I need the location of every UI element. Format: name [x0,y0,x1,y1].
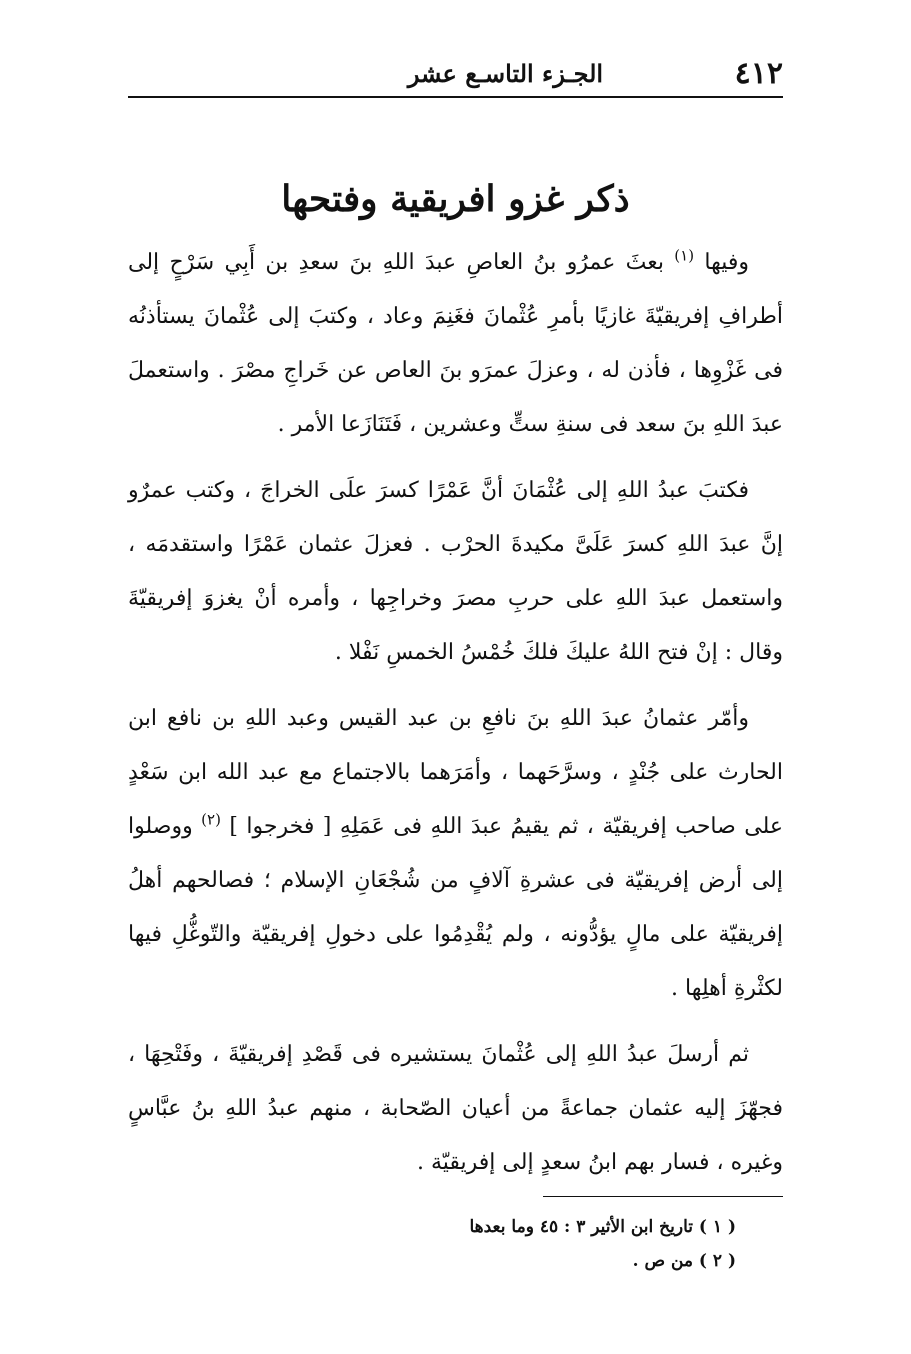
page-number: ٤١٢ [734,56,783,91]
paragraph-3-text: ووصلوا إلى أرض إفريقيّة فى عشرةِ آلافٍ من شُجْعَانِ الإسلام ؛ فصالحهم أهلُ إفريقيّة على مالٍ يؤدُّونه ، ولم يُقْدِمُوا على دخولِ إفريقيّة والتّوغُّلِ فيها لكثْرةِ أهلِها . [128,814,783,1001]
footnote-divider [543,1196,783,1197]
paragraph-3-lead: وأمّر عثمانُ عبدَ اللهِ بنَ نافعِ بن عبد القيس وعبد اللهِ بن نافع ابن الحارث على جُنْدٍ ، وسرَّحَهما ، وأمَرَهما بالاجتماع مع عبد الله ابن سَعْدٍ على صاحب إفريقيّة ، ثم يقيمُ عبدَ اللهِ فى عَمَلِهِ [ فخرجوا ] [128,706,784,839]
paragraph-4: ثم أرسلَ عبدُ اللهِ إلى عُثْمانَ يستشيره فى قَصْدِ إفريقيّةَ ، وفَتْحِهَا ، فجهّزَ إليه عثمان جماعةً من أعيان الصّحابة ، منهم عبدُ اللهِ بنُ عبَّاسٍ وغيره ، فسار بهم ابنُ سعدٍ إلى إفريقيّة . [128,1042,783,1175]
paragraph-1-lead: وفيها [704,250,749,275]
footnote-ref-1: (١) [674,246,695,265]
chapter-title: ذكر غزو افريقية وفتحها [281,178,630,221]
paragraph-1-text: بعثَ عمرُو بنُ العاصِ عبدَ اللهِ بنَ سعدِ بن أَبِي سَرْحٍ إلى أطرافِ إفريقيّةَ غازيًا بأمرِ عُثْمانَ فغَنِمَ وعاد ، وكتبَ إلى عُثْمانَ يستأذنُه فى غَزْوِها ، فأذن له ، وعزلَ عمرَو بنَ العاص عن خَراجِ مصْرَ . واستعملَ عبدَ اللهِ بنَ سعد فى سنةِ ستٍّ وعشرين ، فَتَنَازَعا الأمر . [128,250,783,437]
footnote-2: ( ٢ ) من ص . [632,1251,736,1271]
body-text [128,236,783,1202]
running-header-title: الجـزء التاسـع عشر [407,59,604,88]
footnote-ref-2: (٢) [201,810,221,829]
footnote-1: ( ١ ) تاريخ ابن الأثير ٣ : ٤٥ وما بعدها [469,1217,736,1237]
footnotes [128,1210,736,1278]
paragraph-2: فكتبَ عبدُ اللهِ إلى عُثْمَانَ أنَّ عَمْرًا كسرَ علَى الخراجَ ، وكتب عمرٌو إنَّ عبدَ اللهِ كسرَ عَلَىَّ مكيدةَ الحرْب . فعزلَ عثمان عَمْرًا واستقدمَه ، واستعمل عبدَ اللهِ على حربِ مصرَ وخراجِها ، وأمره أنْ يغزوَ إفريقيّةَ وقال : إنْ فتح اللهُ عليكَ فلكَ خُمْسُ الخمسِ نَفْلا . [128,478,783,665]
paragraph-1 [128,236,783,452]
paragraph-3 [128,692,783,1016]
running-header [128,52,783,98]
